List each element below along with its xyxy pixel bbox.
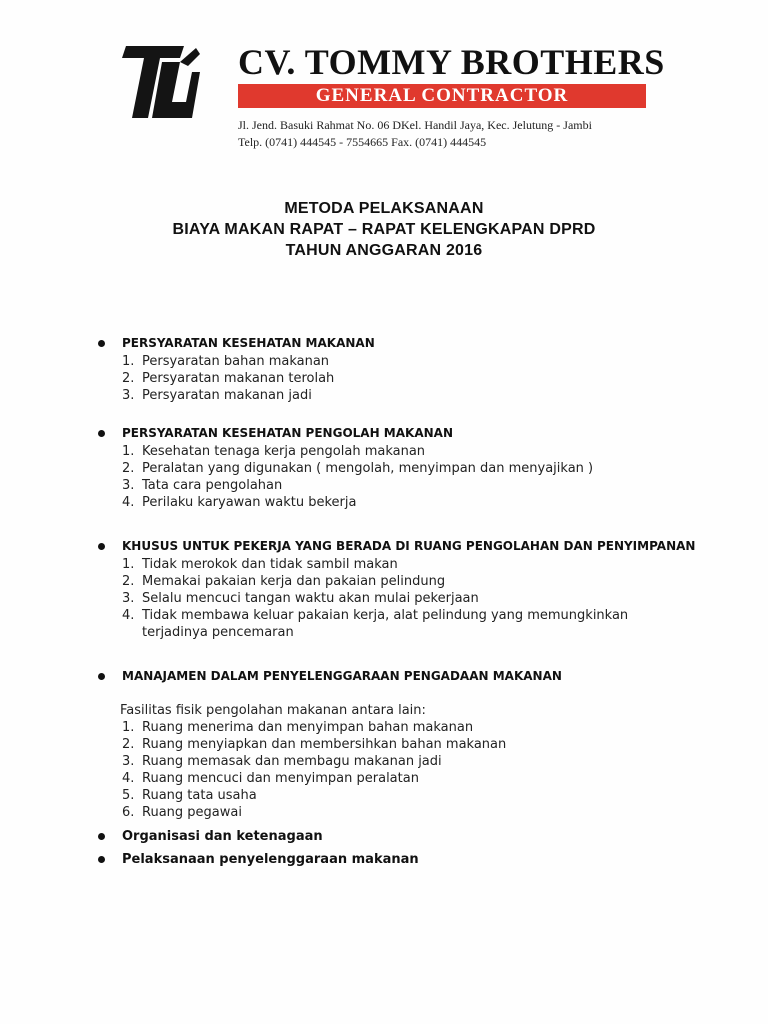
item-text: Persyaratan bahan makanan <box>142 354 330 369</box>
list-item <box>122 607 682 641</box>
item-text: Persyaratan makanan terolah <box>142 371 335 386</box>
list-item <box>122 460 768 477</box>
list-item <box>122 736 768 753</box>
section-food-handler-requirements <box>98 424 768 511</box>
item-number: 3. <box>122 388 135 403</box>
section-heading: Pelaksanaan penyelenggaraan makanan <box>122 852 419 867</box>
item-number: 1. <box>122 444 135 459</box>
item-text: Ruang menerima dan menyimpan bahan makanan <box>142 720 474 735</box>
item-number: 3. <box>122 754 135 769</box>
section-worker-rules <box>98 537 768 641</box>
item-text: Persyaratan makanan jadi <box>142 388 312 403</box>
item-text: Ruang mencuci dan menyimpan peralatan <box>142 771 419 786</box>
section-heading: Organisasi dan ketenagaan <box>122 829 323 844</box>
section-heading: KHUSUS UNTUK PEKERJA YANG BERADA DI RUANG PENGOLAHAN DAN PENYIMPANAN <box>122 539 696 553</box>
list-item <box>122 443 768 460</box>
section-heading: MANAJAMEN DALAM PENYELENGGARAAN PENGADAAN MAKANAN <box>122 669 562 683</box>
list-item <box>122 770 768 787</box>
list-item <box>122 719 768 736</box>
item-number: 4. <box>122 608 135 623</box>
item-text: Ruang menyiapkan dan membersihkan bahan makanan <box>142 737 507 752</box>
section-management <box>98 667 768 821</box>
section-heading: PERSYARATAN KESEHATAN PENGOLAH MAKANAN <box>122 426 453 440</box>
bullet-icon <box>98 673 105 680</box>
list-item <box>122 590 682 607</box>
item-number: 2. <box>122 574 135 589</box>
item-number: 2. <box>122 461 135 476</box>
item-text: Memakai pakaian kerja dan pakaian pelindung <box>142 574 446 589</box>
list-item <box>122 787 768 804</box>
title-line-1: METODA PELAKSANAAN <box>284 200 484 217</box>
item-number: 6. <box>122 805 135 820</box>
item-list <box>122 443 768 511</box>
item-number: 5. <box>122 788 135 803</box>
company-tagline: GENERAL CONTRACTOR <box>238 84 646 108</box>
item-number: 3. <box>122 478 135 493</box>
item-text: Tata cara pengolahan <box>142 478 283 493</box>
section-intro: Fasilitas fisik pengolahan makanan antara lain: <box>120 703 426 718</box>
bullet-icon <box>98 543 105 550</box>
section-food-health-requirements <box>98 334 768 404</box>
document-title <box>0 198 768 261</box>
item-number: 4. <box>122 771 135 786</box>
item-number: 1. <box>122 354 135 369</box>
item-list <box>122 719 768 821</box>
section-organization <box>98 827 768 846</box>
section-implementation <box>98 850 768 869</box>
item-number: 4. <box>122 495 135 510</box>
phone-fax-line: Telp. (0741) 444545 - 7554665 Fax. (0741) 444545 <box>238 135 487 149</box>
item-number: 2. <box>122 737 135 752</box>
item-text: Ruang tata usaha <box>142 788 257 803</box>
company-logo-icon <box>122 44 200 120</box>
item-text: Tidak merokok dan tidak sambil makan <box>142 557 398 572</box>
list-item <box>122 753 768 770</box>
title-line-2: BIAYA MAKAN RAPAT – RAPAT KELENGKAPAN DPRD <box>172 221 596 238</box>
list-item <box>122 804 768 821</box>
list-item <box>122 556 682 573</box>
bullet-icon <box>98 430 105 437</box>
item-text: Kesehatan tenaga kerja pengolah makanan <box>142 444 426 459</box>
item-text: Ruang pegawai <box>142 805 242 820</box>
company-name: CV. TOMMY BROTHERS <box>238 42 665 82</box>
list-item <box>122 387 768 404</box>
item-number: 1. <box>122 557 135 572</box>
item-text: Selalu mencuci tangan waktu akan mulai pekerjaan <box>142 591 479 606</box>
list-item <box>122 573 682 590</box>
letterhead <box>0 0 768 160</box>
item-number: 1. <box>122 720 135 735</box>
item-text: Perilaku karyawan waktu bekerja <box>142 495 357 510</box>
item-number: 2. <box>122 371 135 386</box>
list-item <box>122 370 768 387</box>
item-text: Peralatan yang digunakan ( mengolah, menyimpan dan menyajikan ) <box>142 461 594 476</box>
item-number: 3. <box>122 591 135 606</box>
item-text: Tidak membawa keluar pakaian kerja, alat pelindung yang memungkinkan terjadinya pencemaran <box>142 608 629 640</box>
address-line: Jl. Jend. Basuki Rahmat No. 06 DKel. Handil Jaya, Kec. Jelutung - Jambi <box>238 118 592 132</box>
bullet-icon <box>98 340 105 347</box>
bullet-icon <box>98 856 105 863</box>
section-heading: PERSYARATAN KESEHATAN MAKANAN <box>122 336 375 350</box>
item-list <box>122 353 768 404</box>
list-item <box>122 353 768 370</box>
company-address <box>238 117 658 151</box>
list-item <box>122 477 768 494</box>
document-body <box>0 334 768 869</box>
bullet-icon <box>98 833 105 840</box>
item-list <box>122 556 682 641</box>
title-line-3: TAHUN ANGGARAN 2016 <box>285 242 483 259</box>
item-text: Ruang memasak dan membagu makanan jadi <box>142 754 442 769</box>
list-item <box>122 494 768 511</box>
